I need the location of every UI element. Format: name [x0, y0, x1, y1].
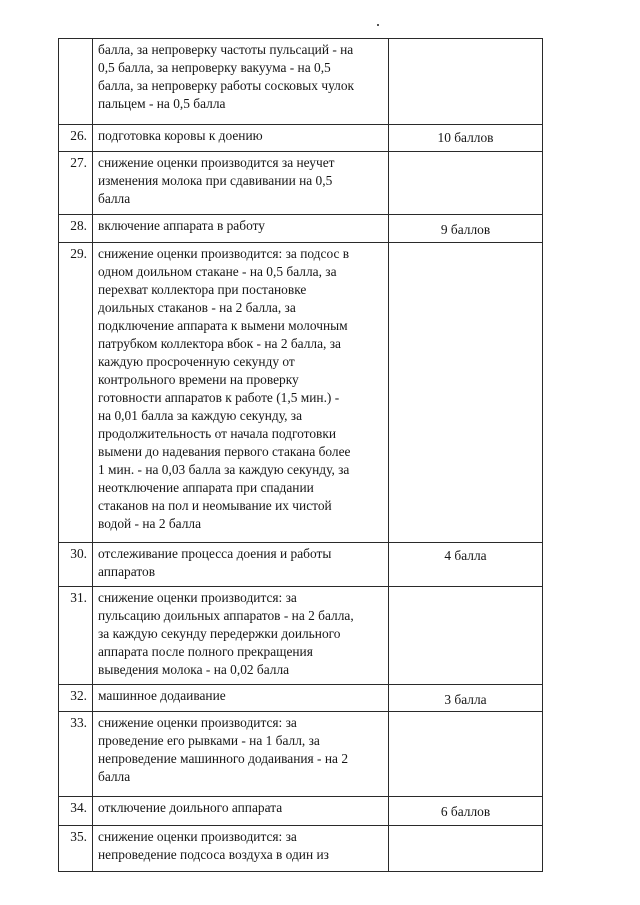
row-score [389, 39, 543, 125]
row-description: снижение оценки производится за неучет изменения молока при сдавивании на 0,5 балла [93, 152, 389, 215]
row-score [389, 587, 543, 685]
row-score: 4 балла [389, 543, 543, 587]
row-description: снижение оценки производится: за непроведение подсоса воздуха в один из [93, 826, 389, 872]
row-number: 33. [59, 712, 93, 797]
table-row [59, 826, 543, 872]
row-number: 30. [59, 543, 93, 587]
row-score [389, 243, 543, 543]
row-score [389, 826, 543, 872]
row-number: 31. [59, 587, 93, 685]
row-score: 9 баллов [389, 215, 543, 243]
row-description: балла, за непроверку частоты пульсаций - на 0,5 балла, за непроверку вакуума - на 0,5 балла, за непроверку работы сосковых чулок пальцем - на 0,5 балла [93, 39, 389, 125]
table-row [59, 797, 543, 826]
table-row [59, 215, 543, 243]
row-number: 29. [59, 243, 93, 543]
table-row [59, 685, 543, 712]
row-number: 35. [59, 826, 93, 872]
table-row [59, 712, 543, 797]
table-row [59, 543, 543, 587]
row-number: 26. [59, 125, 93, 152]
row-score [389, 712, 543, 797]
row-score: 10 баллов [389, 125, 543, 152]
row-description: снижение оценки производится: за подсос в одном доильном стакане - на 0,5 балла, за перехват коллектора при постановке доильных стаканов - на 2 балла, за подключение аппарата к вымени молочным патрубком коллектора вбок - на 2 балла, за каждую просроченную секунду от контрольного времени на проверку готовности аппаратов к работе (1,5 мин.) - на 0,01 балла за каждую секунду, за продолжительность от начала подготовки вымени до надевания первого стакана более 1 мин. - на 0,03 балла за каждую секунду, за неотключение аппарата при спадании стаканов на пол и неомывание их чистой водой - на 2 балла [93, 243, 389, 543]
row-number: 27. [59, 152, 93, 215]
page-dot [377, 24, 379, 26]
criteria-table [58, 38, 543, 872]
row-description: подготовка коровы к доению [93, 125, 389, 152]
row-description: снижение оценки производится: за пульсацию доильных аппаратов - на 2 балла, за каждую секунду передержки доильного аппарата после полного прекращения выведения молока - на 0,02 балла [93, 587, 389, 685]
row-description: отслеживание процесса доения и работы аппаратов [93, 543, 389, 587]
table-row [59, 125, 543, 152]
table-row [59, 243, 543, 543]
table-row [59, 587, 543, 685]
row-description: снижение оценки производится: за проведение его рывками - на 1 балл, за непроведение машинного додаивания - на 2 балла [93, 712, 389, 797]
row-score: 6 баллов [389, 797, 543, 826]
row-description: машинное додаивание [93, 685, 389, 712]
table-row [59, 152, 543, 215]
row-number: 34. [59, 797, 93, 826]
row-number: 32. [59, 685, 93, 712]
row-description: отключение доильного аппарата [93, 797, 389, 826]
row-description: включение аппарата в работу [93, 215, 389, 243]
row-number [59, 39, 93, 125]
row-score: 3 балла [389, 685, 543, 712]
row-score [389, 152, 543, 215]
row-number: 28. [59, 215, 93, 243]
table-row [59, 39, 543, 125]
